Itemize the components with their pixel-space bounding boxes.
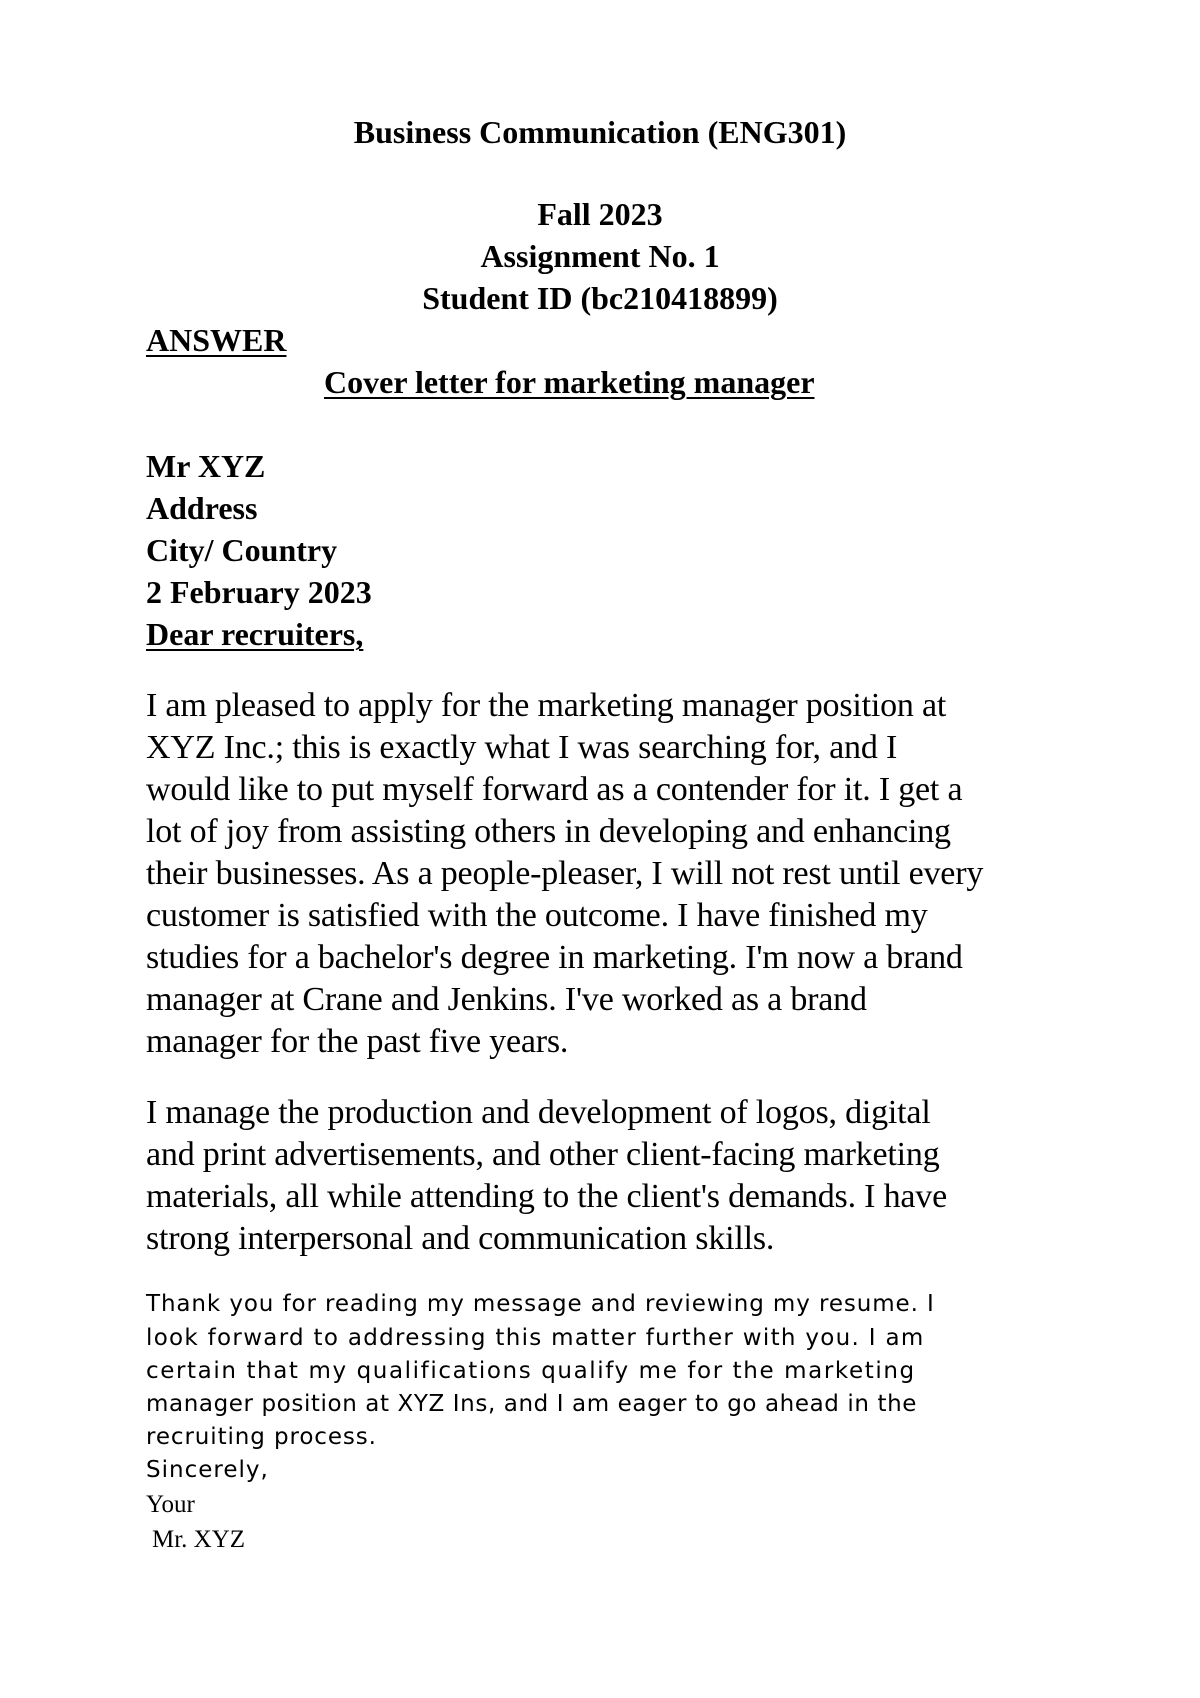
paragraph-line: customer is satisfied with the outcome. I have finished my bbox=[146, 897, 928, 934]
paragraph-line: strong interpersonal and communication skills. bbox=[146, 1220, 775, 1257]
closing: Sincerely, bbox=[146, 1457, 269, 1483]
course-title: Business Communication (ENG301) bbox=[353, 114, 847, 150]
paragraph-line: materials, all while attending to the client's demands. I have bbox=[146, 1178, 947, 1215]
sender-name: Mr XYZ bbox=[146, 448, 266, 484]
paragraph-line: Thank you for reading my message and reviewing my resume. I bbox=[146, 1291, 935, 1317]
paragraph-line: their businesses. As a people-pleaser, I will not rest until every bbox=[146, 855, 984, 892]
paragraph-line: and print advertisements, and other client-facing marketing bbox=[146, 1136, 940, 1173]
paragraph-line: lot of joy from assisting others in developing and enhancing bbox=[146, 813, 951, 850]
paragraph-line: recruiting process. bbox=[146, 1424, 377, 1450]
paragraph-line: manager at Crane and Jenkins. I've worked as a brand bbox=[146, 981, 867, 1018]
salutation: Dear recruiters, bbox=[146, 616, 364, 652]
student-id: Student ID (bc210418899) bbox=[422, 280, 778, 316]
signature-line-1: Your bbox=[146, 1491, 195, 1518]
paragraph-line: look forward to addressing this matter further with you. I am bbox=[146, 1325, 925, 1351]
sender-address: Address bbox=[146, 490, 258, 526]
letter-date: 2 February 2023 bbox=[146, 574, 372, 610]
paragraph-line: manager position at XYZ Ins, and I am eager to go ahead in the bbox=[146, 1391, 918, 1417]
paragraph-line: I manage the production and development of logos, digital bbox=[146, 1094, 931, 1131]
sender-city-country: City/ Country bbox=[146, 532, 338, 568]
paragraph-line: would like to put myself forward as a contender for it. I get a bbox=[146, 771, 963, 808]
paragraph-line: studies for a bachelor's degree in marketing. I'm now a brand bbox=[146, 939, 963, 976]
paragraph-line: I am pleased to apply for the marketing manager position at bbox=[146, 687, 947, 724]
assignment-number: Assignment No. 1 bbox=[480, 238, 720, 274]
paragraph-line: manager for the past five years. bbox=[146, 1023, 569, 1060]
answer-label: ANSWER bbox=[146, 322, 287, 358]
signature-line-2: Mr. XYZ bbox=[152, 1526, 246, 1553]
term: Fall 2023 bbox=[537, 196, 663, 232]
letter-title: Cover letter for marketing manager bbox=[324, 364, 815, 400]
paragraph-line: certain that my qualifications qualify me for the marketing bbox=[146, 1358, 916, 1384]
paragraph-line: XYZ Inc.; this is exactly what I was searching for, and I bbox=[146, 729, 898, 766]
